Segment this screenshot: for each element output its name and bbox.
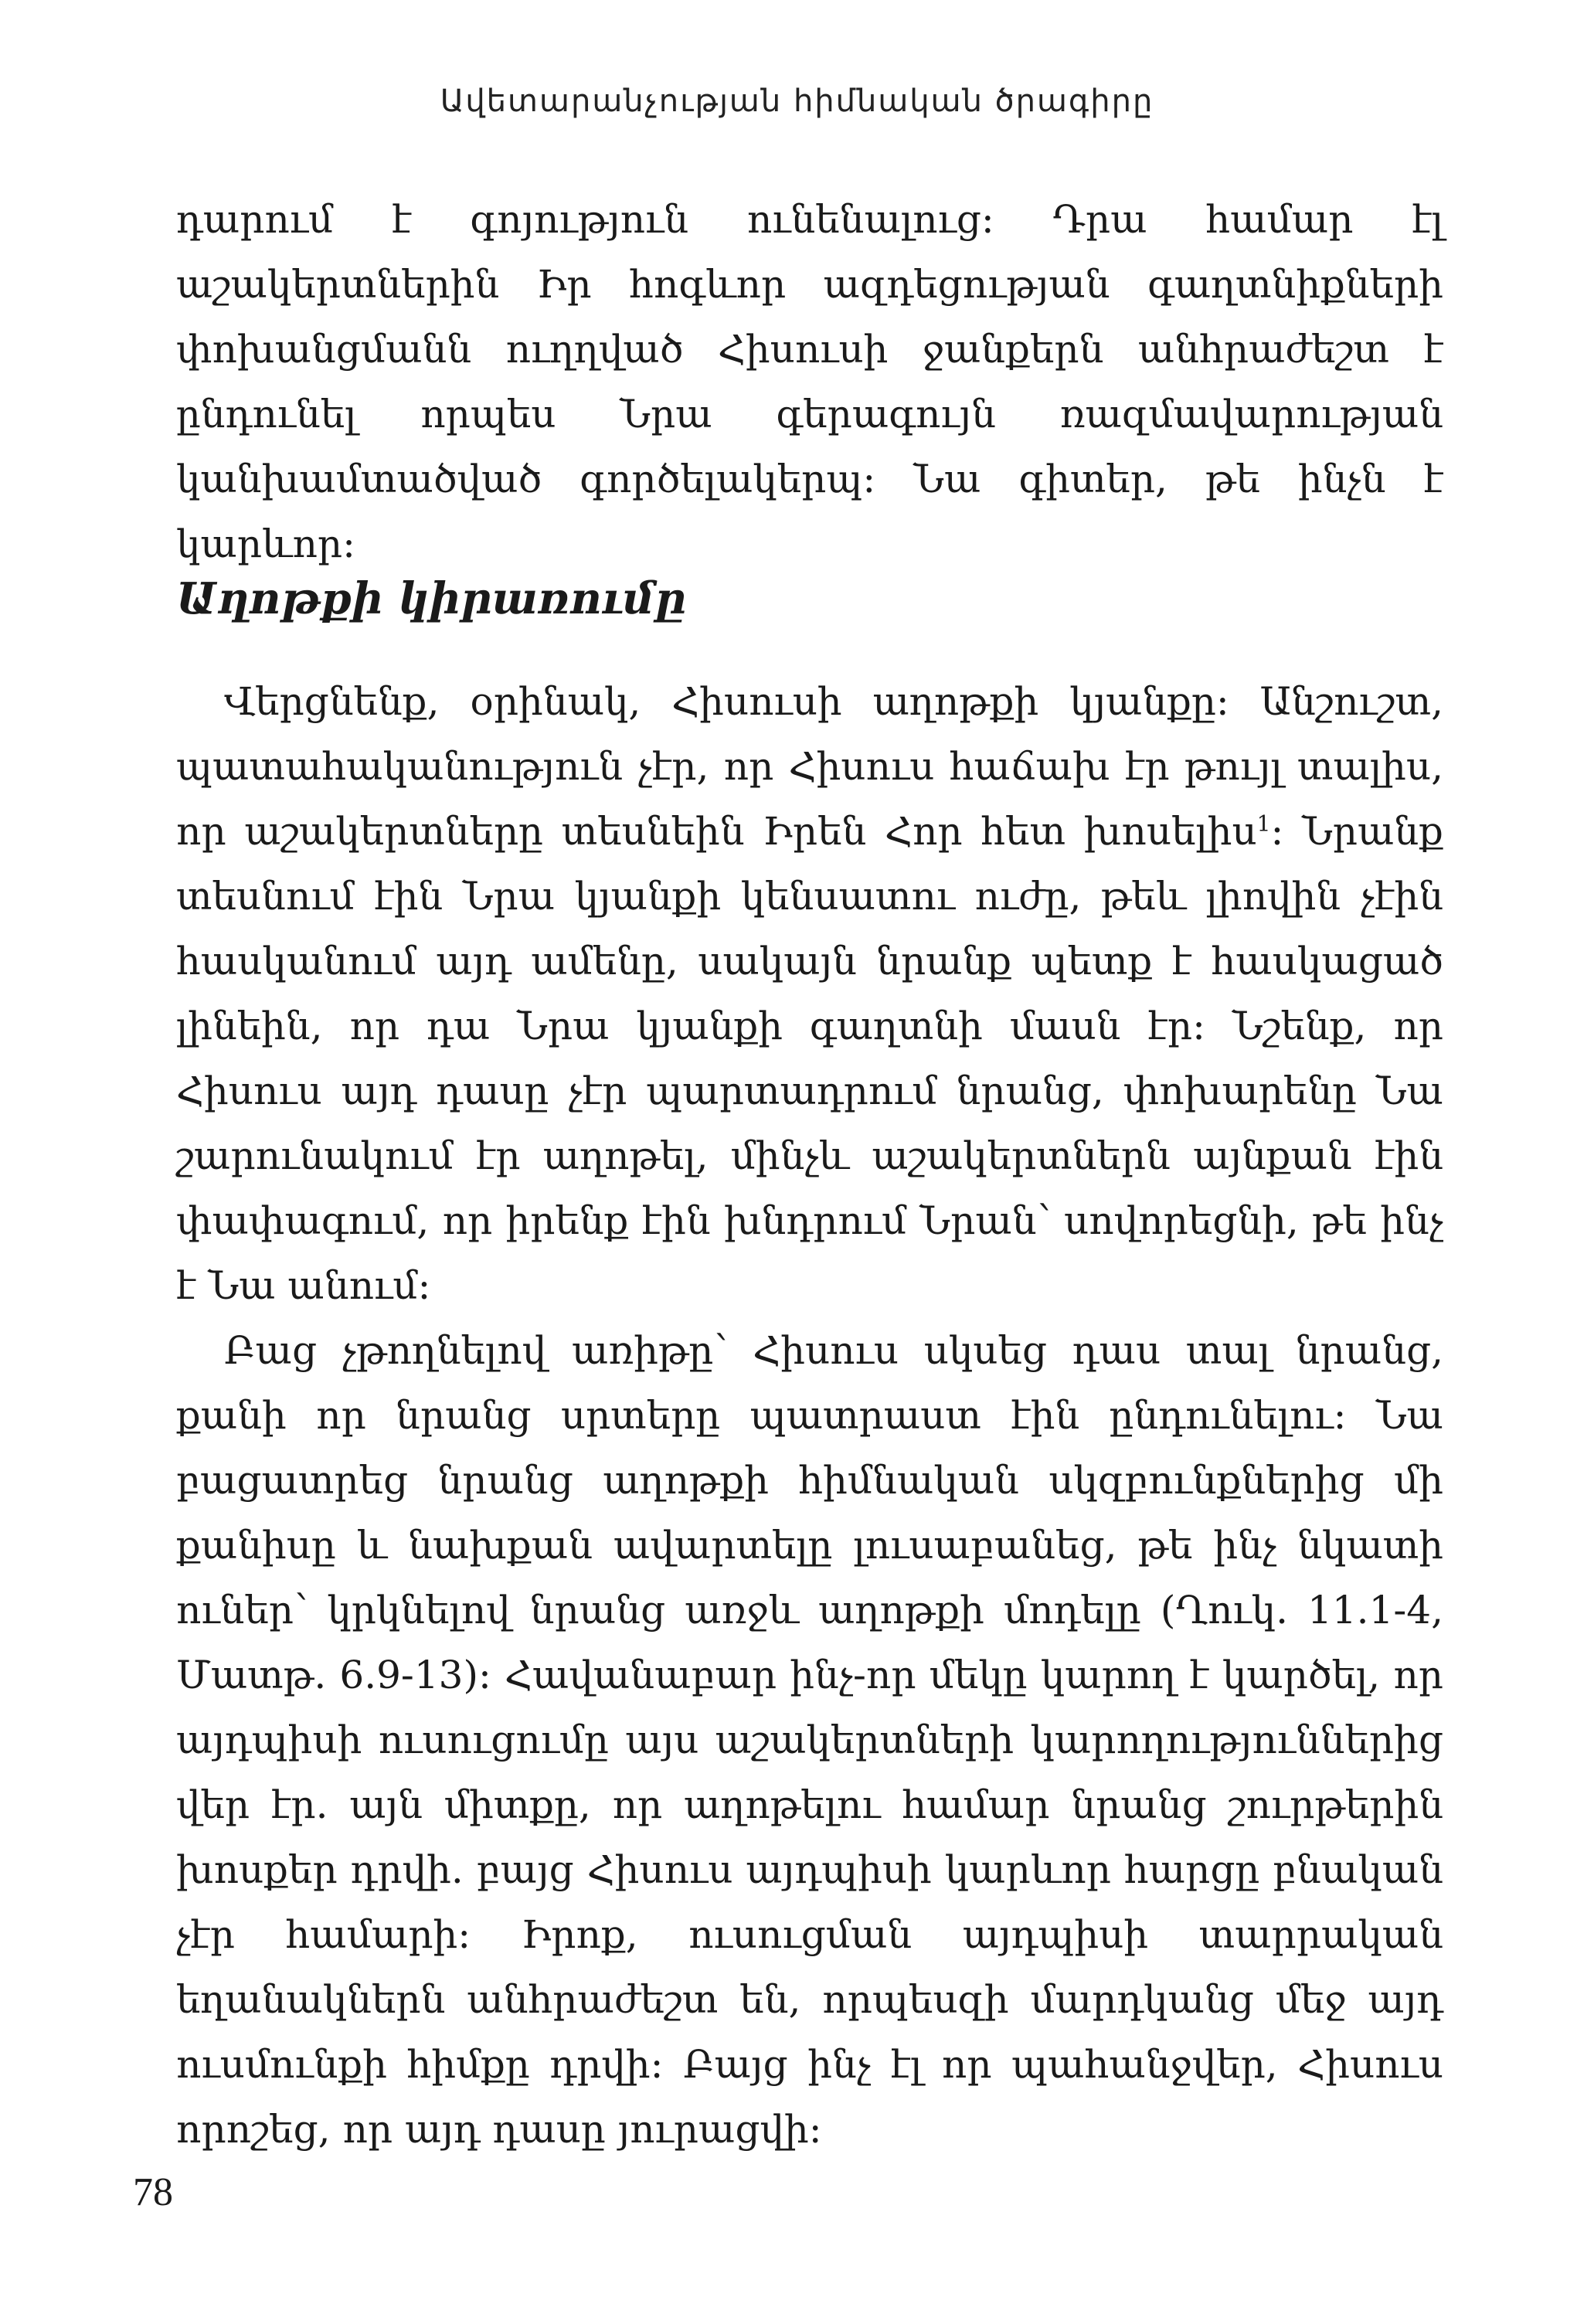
section-title: Աղոթքի կիրառումը	[176, 573, 687, 624]
page-number: 78	[133, 2170, 173, 2214]
paragraph-3: Բաց չթողնելով առիթը՝ Հիսուս սկսեց դաս տալ նրանց, քանի որ նրանց սրտերը պատրաստ էին ընդունելու: Նա բացատրեց նրանց աղոթքի հիմնական սկզբունքներից մի քանիսը և նախքան ավարտելը լուսաբանեց, թե ինչ նկատի ուներ՝ կրկնելով նրանց առջև աղոթքի մոդելը (Ղուկ. 11.1-4, Մատթ. 6.9-13): Հավանաբար ինչ-որ մեկը կարող է կարծել, որ այդպիսի ուսուցումը այս աշակերտների կարողություններից վեր էր. այն միտքը, որ աղոթելու համար նրանց շուրթերին խոսքեր դրվի. բայց Հիսուս այդպիսի կարևոր հարցը բնական չէր համարի: Իրոք, ուսուցման այդպիսի տարրական եղանակներն անհրաժեշտ են, որպեսզի մարդկանց մեջ այդ ուսմունքի հիմքը դրվի: Բայց ինչ էլ որ պահանջվեր, Հիսուս որոշեց, որ այդ դասը յուրացվի:	[176, 1328, 1443, 2152]
running-header: Ավետարանչության հիմնական ծրագիրը	[440, 83, 1154, 119]
footnote-marker: 1	[1256, 810, 1271, 837]
paragraph-2-part-1: Վերցնենք, օրինակ, Հիսուսի աղոթքի կյանքը: Անշուշտ, պատահականություն չէր, որ Հիսուս հաճախ էր թույլ տալիս, որ աշակերտները տեսնեին Իրեն Հոր հետ խոսելիս	[176, 679, 1443, 854]
intro-text-block	[176, 187, 1443, 576]
intro-paragraph: դարում է գոյություն ունենալուց: Դրա համար էլ աշակերտներին Իր հոգևոր ազդեցության գաղտնիքների փոխանցմանն ուղղված Հիսուսի ջանքերն անհրաժեշտ է ընդունել որպես Նրա գերագույն ռազմավարության կանխամտածված գործելակերպ: Նա գիտեր, թե ինչն է կարևոր:	[176, 197, 1443, 566]
section-body	[176, 669, 1443, 2162]
paragraph-2	[176, 669, 1443, 1318]
paragraph-2-part-2: : Նրանք տեսնում էին Նրա կյանքի կենսատու ուժը, թեև լիովին չէին հասկանում այդ ամենը, սակայն նրանք պետք է հասկացած լինեին, որ դա Նրա կյանքի գաղտնի մասն էր: Նշենք, որ Հիսուս այդ դասը չէր պարտադրում նրանց, փոխարենը Նա շարունակում էր աղոթել, մինչև աշակերտներն այնքան էին փափագում, որ իրենք էին խնդրում Նրան՝ սովորեցնի, թե ինչ է Նա անում:	[176, 809, 1444, 1308]
